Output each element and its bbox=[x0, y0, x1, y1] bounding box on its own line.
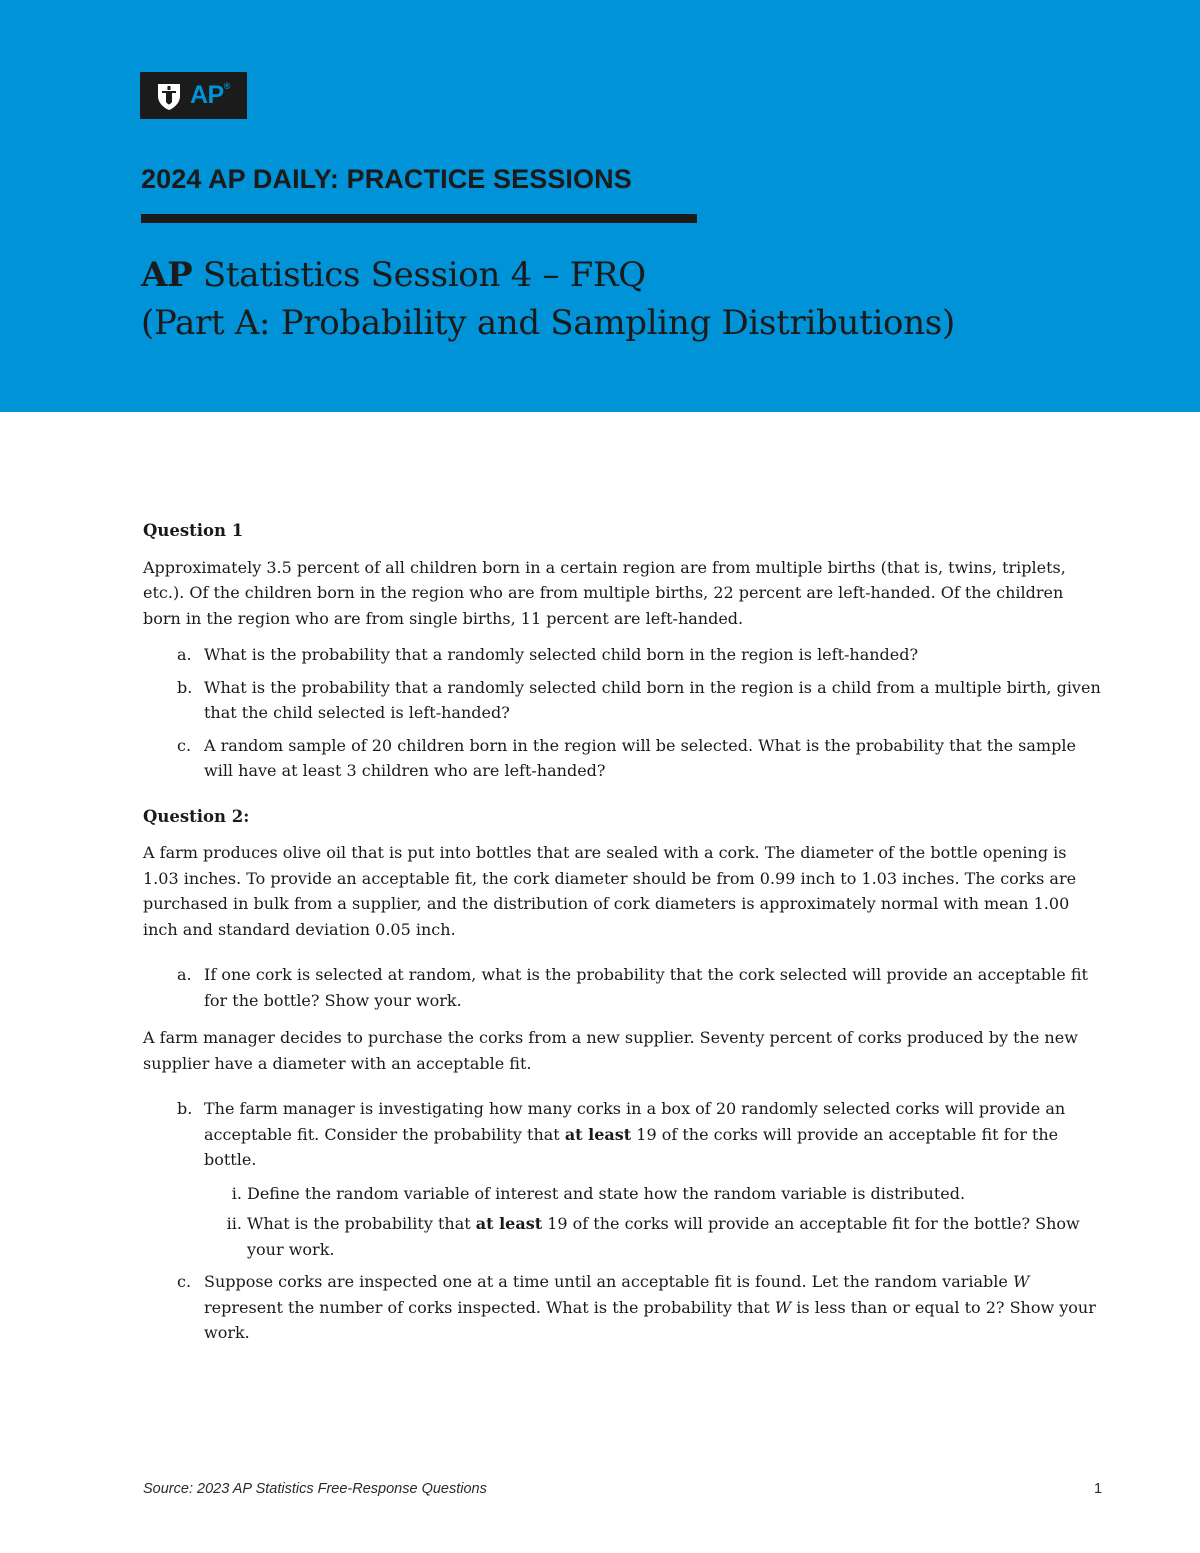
list-item: a. What is the probability that a randomly selected child born in the region is left-handed? bbox=[177, 645, 919, 664]
list-item: c. A random sample of 20 children born in the region will be selected. What is the probability that the sample will have at least 3 children who are left-handed? bbox=[177, 735, 1076, 780]
question-2 bbox=[143, 804, 1103, 1346]
question-2-intro: A farm produces olive oil that is put into bottles that are sealed with a cork. The diameter of the bottle opening is 1.03 inches. To provide an acceptable fit, the cork diameter should be from 0.99 inch to 1.03 inches. The corks are purchased in bulk from a supplier, and the distribution of cork diameters is approximately normal with mean 1.00 inch and standard deviation 0.05 inch. bbox=[143, 843, 1077, 939]
question-2-part-a bbox=[143, 962, 1103, 1013]
question-2-parts bbox=[143, 1096, 1103, 1346]
title-ap: AP bbox=[141, 255, 193, 295]
ap-logo bbox=[140, 72, 247, 119]
page-title bbox=[141, 251, 955, 347]
question-2-context: A farm manager decides to purchase the corks from a new supplier. Seventy percent of corks produced by the new supplier have a diameter with an acceptable fit. bbox=[143, 1028, 1078, 1073]
footer-source: Source: 2023 AP Statistics Free-Response Questions bbox=[143, 1481, 487, 1497]
question-1-intro: Approximately 3.5 percent of all children born in a certain region are from multiple births (that is, twins, triplets, etc.). Of the children born in the region who are from multiple births, 22 percent are left-handed. Of the children born in the region who are from single births, 11 percent are left-handed. bbox=[143, 557, 1066, 628]
question-1-parts bbox=[143, 642, 1103, 784]
ap-logo-text: AP® bbox=[190, 81, 230, 109]
header-banner bbox=[0, 0, 1200, 412]
list-item: b. The farm manager is investigating how many corks in a box of 20 randomly selected corks will provide an acceptable fit. Consider the probability that at least 19 of the corks will provide an acceptable fit for the bottle. i. Define the random variable of interest and state how the random variable is distributed. ii. What is the probability that at least 19 of the corks will provide an acceptable fit for the bottle? Show your work. bbox=[143, 1096, 1103, 1262]
list-item: ii. What is the probability that at least 19 of the corks will provide an acceptable fit for the bottle? Show your work. bbox=[226, 1214, 1080, 1259]
acorn-shield-icon bbox=[155, 81, 183, 111]
list-item: a. If one cork is selected at random, what is the probability that the cork selected will provide an acceptable fit for the bottle? Show your work. bbox=[177, 965, 1088, 1010]
question-1 bbox=[143, 518, 1103, 784]
list-item: i. Define the random variable of interest and state how the random variable is distributed. bbox=[231, 1183, 966, 1203]
list-item: b. What is the probability that a randomly selected child born in the region is a child from a multiple birth, given that the child selected is left-handed? bbox=[177, 677, 1101, 722]
question-1-heading: Question 1 bbox=[143, 521, 244, 540]
title-rest: Statistics Session 4 – FRQ bbox=[192, 255, 646, 295]
title-divider bbox=[141, 214, 697, 223]
page-number: 1 bbox=[1094, 1481, 1103, 1497]
question-2b-subparts bbox=[143, 1181, 1103, 1263]
list-item: c. Suppose corks are inspected one at a time until an acceptable fit is found. Let the random variable W represent the number of corks inspected. What is the probability that W is less than or equal to 2? Show your work. bbox=[177, 1272, 1096, 1342]
title-subtitle: (Part A: Probability and Sampling Distributions) bbox=[141, 303, 955, 343]
document-body bbox=[143, 518, 1103, 1353]
series-title: 2024 AP DAILY: PRACTICE SESSIONS bbox=[141, 164, 632, 194]
question-2-heading: Question 2: bbox=[143, 806, 250, 826]
